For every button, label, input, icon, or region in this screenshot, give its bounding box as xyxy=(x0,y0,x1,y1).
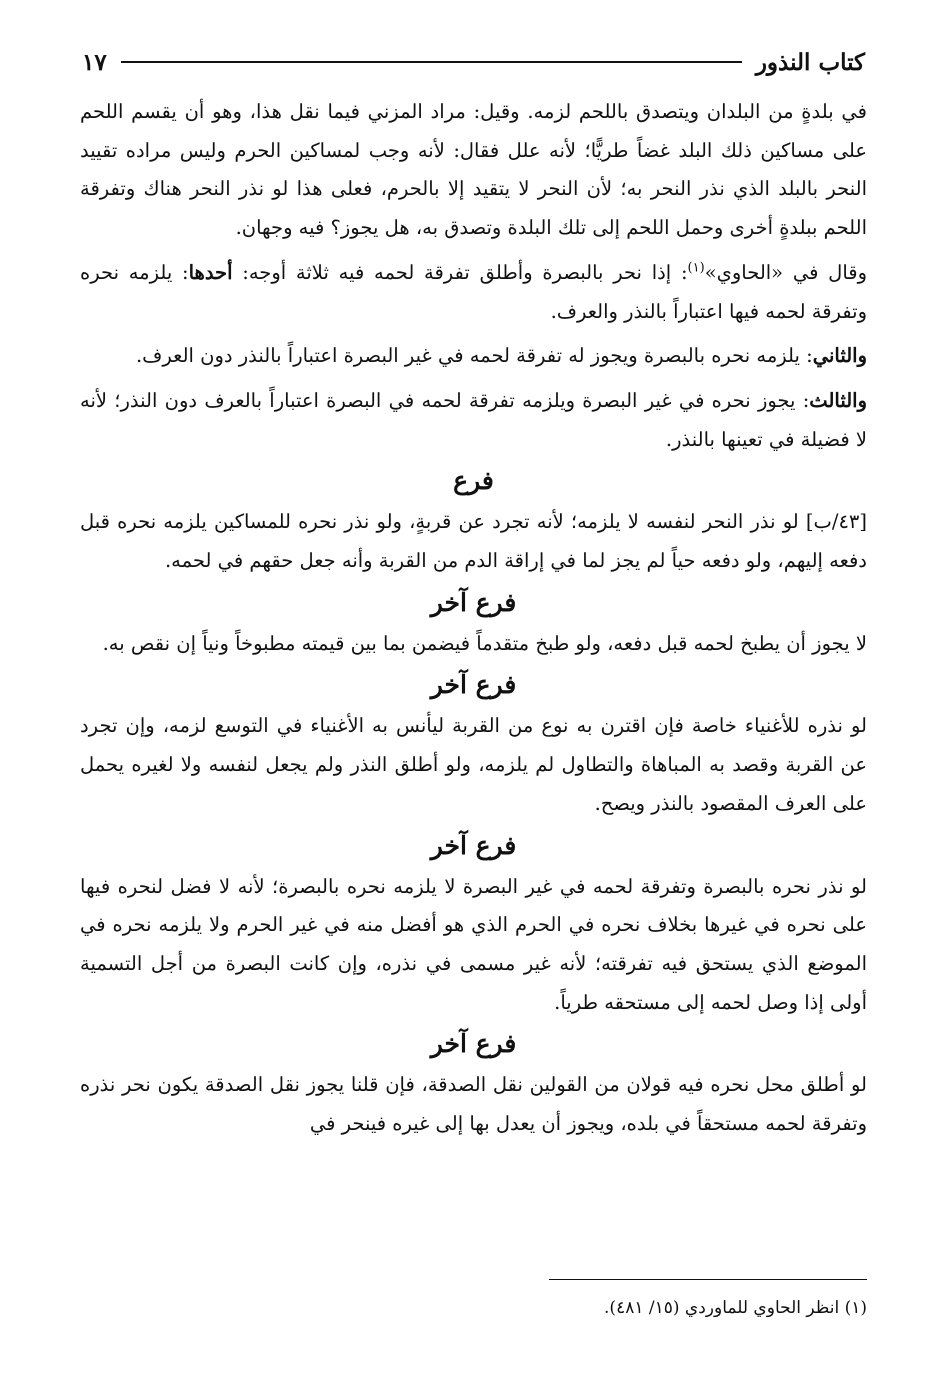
header-rule xyxy=(121,61,742,63)
paragraph-7: لو نذره للأغنياء خاصة فإن اقترن به نوع من القربة ليأنس به الأغنياء في التوسع لزمه، وإن تجرد عن القربة وقصد به المباهاة والتطاول لم يلزمه، ولو أطلق النذر ولم يجعل لنفسه ولا لغيره يحمل على العرف المقصود بالنذر ويصح. xyxy=(80,714,867,815)
footnote-separator xyxy=(549,1279,867,1280)
running-header xyxy=(82,40,865,84)
paragraph-4-text: : يجوز نحره في غير البصرة ويلزمه تفرقة لحمه في البصرة اعتباراً بالعرف دون النذر؛ لأنه لا فضيلة في تعينها بالنذر. xyxy=(80,388,867,451)
footnote: (١) انظر الحاوي للماوردي (١٥/ ٤٨١). xyxy=(604,1298,867,1318)
paragraph-9: لو أطلق محل نحره فيه قولان من القولين نقل الصدقة، فإن قلنا يجوز نقل الصدقة يكون نحر نذره وتفرقة لحمه مستحقاً في بلده، ويجوز أن يعدل بها إلى غيره فينحر في xyxy=(80,1073,867,1136)
paragraph-1: في بلدةٍ من البلدان ويتصدق باللحم لزمه. وقيل: مراد المزني فيما نقل هذا، وهو أن يقسم اللحم على مساكين ذلك البلد غضاً طريًّا؛ لأنه علل فقال: لأنه وجب لمساكين الحرم وليس مراده تقييد النحر بالبلد الذي نذر النحر به؛ لأن النحر لا يتقيد إلا بالحرم، فعلى هذا لو نذر النحر هناك وتفرقة اللحم ببلدةٍ أخرى وحمل اللحم إلى تلك البلدة وتصدق به، هل يجوز؟ فيه وجهان. xyxy=(80,100,867,240)
paragraph-4-bold: والثالث xyxy=(809,388,867,412)
paragraph-3-text: : يلزمه نحره بالبصرة ويجوز له تفرقة لحمه في غير البصرة اعتباراً بالنذر دون العرف. xyxy=(135,344,813,368)
page-number: ١٧ xyxy=(82,48,107,76)
footnote-ref[interactable]: (١) xyxy=(687,260,705,276)
paragraph-4 xyxy=(80,382,867,459)
section-heading-2: فرع آخر xyxy=(430,587,517,617)
paragraph-3 xyxy=(80,337,867,376)
section-heading-4: فرع آخر xyxy=(430,830,517,860)
book-title: كتاب النذور xyxy=(755,48,865,76)
section-heading-3: فرع آخر xyxy=(430,670,517,700)
paragraph-5: [٤٣/ب] لو نذر النحر لنفسه لا يلزمه؛ لأنه تجرد عن قربةٍ، ولو نذر نحره للمساكين يلزمه نحره قبل دفعه إليهم، ولو دفعه حياً لم يجز لما في إراقة الدم من القربة وأنه جعل حقهم في لحمه. xyxy=(80,510,867,573)
section-heading-5: فرع آخر xyxy=(430,1029,517,1059)
main-text xyxy=(80,93,867,1144)
paragraph-2-bold: أحدها xyxy=(188,260,233,284)
paragraph-2 xyxy=(80,254,867,331)
paragraph-2-mid: : إذا نحر بالبصرة وأطلق تفرقة لحمه فيه ثلاثة أوجه: xyxy=(232,260,688,284)
section-heading-1: فرع xyxy=(453,466,494,496)
paragraph-3-bold: والثاني xyxy=(812,344,867,368)
paragraph-2-end: : يلزمه نحره وتفرقة لحمه فيها اعتباراً بالنذر والعرف. xyxy=(80,260,867,323)
paragraph-8: لو نذر نحره بالبصرة وتفرقة لحمه في غير البصرة لا يلزمه نحره بالبصرة؛ لأنه لا فضل لنحره فيها على نحره في غيرها بخلاف نحره في الحرم الذي هو أفضل منه في غير الحرم ولا يلزمه نحره في الموضع الذي يستحق فيه تفرقته؛ لأنه غير مسمى في نذره، وإن كانت البصرة من أجل التسمية أولى إذا وصل لحمه إلى مستحقه طرياً. xyxy=(80,874,867,1014)
paragraph-2-intro: وقال في «الحاوي» xyxy=(704,260,868,284)
paragraph-6: لا يجوز أن يطبخ لحمه قبل دفعه، ولو طبخ متقدماً فيضمن بما بين قيمته مطبوخاً ونياً إن نقص به. xyxy=(102,631,867,655)
